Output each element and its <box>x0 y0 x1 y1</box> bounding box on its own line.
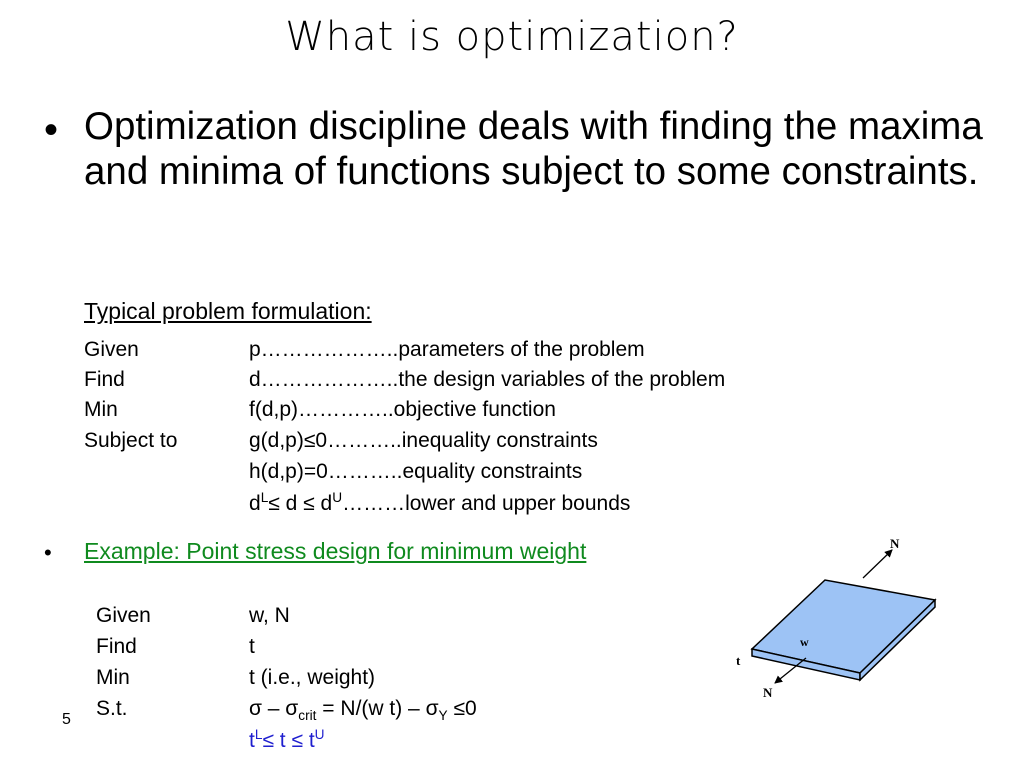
example-label-min: Min <box>96 666 130 689</box>
label-n-top: N <box>890 536 900 551</box>
example-label-st: S.t. <box>96 697 128 720</box>
example-value-given: w, N <box>249 604 290 627</box>
example-value-min: t (i.e., weight) <box>249 666 376 689</box>
example-value-find: t <box>249 635 255 658</box>
example-bullet-dot: • <box>44 540 52 565</box>
label-t: t <box>736 653 741 668</box>
formulation-label-min: Min <box>84 398 118 421</box>
formulation-value-find: d………………..the design variables of the problem <box>249 368 726 391</box>
formulation-value-bounds: $d^L\le d$ ≤ $d^U\dots\dots\dots lower$ and upper bounds <box>249 490 631 515</box>
formulation-value-equality: h(d,p)=0………..equality constraints <box>249 460 583 483</box>
formulation-value-min: f(d,p)…………..objective function <box>249 398 556 421</box>
formulation-heading: Typical problem formulation: <box>84 298 372 324</box>
bullet-dot: • <box>44 108 59 152</box>
main-bullet-text: Optimization discipline deals with finding the maxima and minima of functions subject to some constraints. <box>84 105 983 193</box>
formulation-value-given: p………………..parameters of the problem <box>249 338 645 361</box>
formulation-label-given: Given <box>84 338 139 361</box>
example-stress-constraint: $\sigma - \sigma_{crit} = N/(w$ $t) - \sigma_Y \le 0$ <box>249 697 477 724</box>
formulation-value-inequality: g(d,p)≤0………..inequality constraints <box>249 429 598 452</box>
label-w: w <box>800 635 809 649</box>
formulation-label-subject-to: Subject to <box>84 429 178 452</box>
example-label-find: Find <box>96 635 137 658</box>
force-arrow-top <box>863 550 892 578</box>
example-label-given: Given <box>96 604 151 627</box>
label-n-bottom: N <box>763 685 773 700</box>
slide-title: What is optimization? <box>285 14 739 60</box>
plate-diagram <box>720 530 970 710</box>
example-thickness-bounds: $t^L\le t \le t^U$ <box>249 727 325 752</box>
page-number: 5 <box>62 711 71 728</box>
example-link[interactable]: Example: Point stress design for minimum weight <box>84 538 587 564</box>
formulation-label-find: Find <box>84 368 125 391</box>
